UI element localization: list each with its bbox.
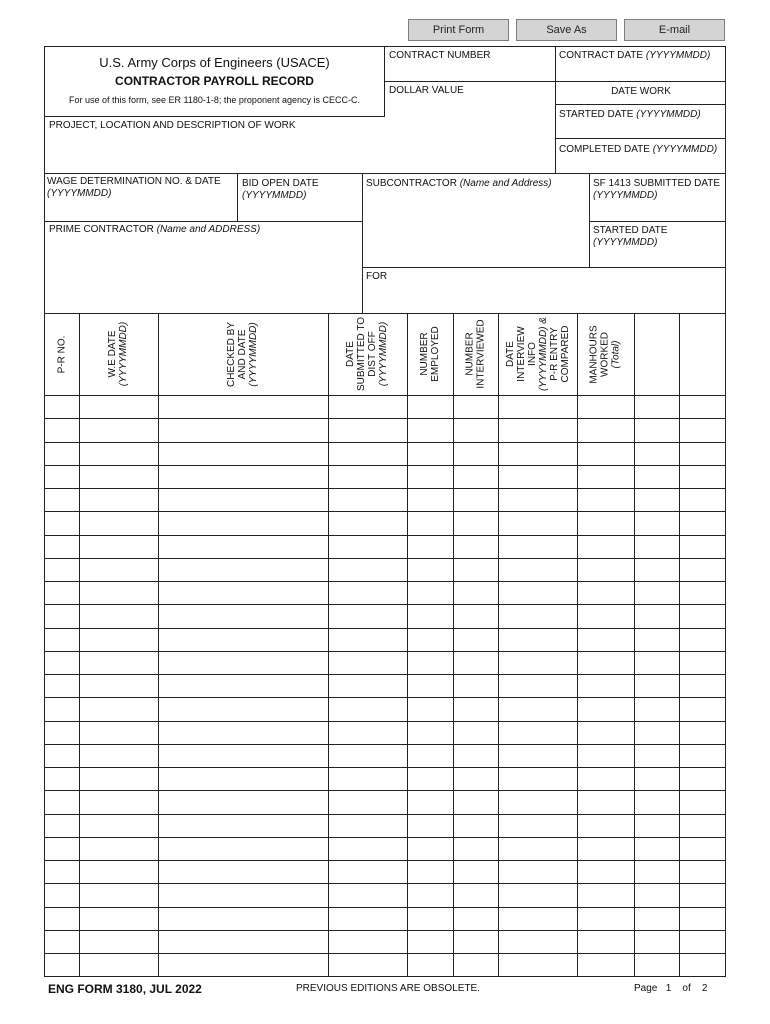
table-cell-extra-2[interactable] [680,489,726,511]
table-cell-pr-no[interactable] [45,419,79,441]
for-label: FOR [366,271,388,282]
table-cell-manhours-worked[interactable] [578,466,634,488]
table-cell-extra-1[interactable] [635,884,679,906]
table-cell-extra-2[interactable] [680,652,726,674]
table-cell-manhours-worked[interactable] [578,582,634,604]
table-cell-extra-2[interactable] [680,559,726,581]
table-cell-we-date[interactable] [80,536,158,558]
started-date-field[interactable] [557,121,725,137]
table-cell-number-interviewed[interactable] [454,582,498,604]
table-cell-we-date[interactable] [80,768,158,790]
table-cell-checked-by[interactable] [159,443,328,465]
completed-date-field[interactable] [557,157,725,172]
prime-contractor-label: PRIME CONTRACTOR (Name and ADDRESS) [49,224,261,235]
table-cell-extra-2[interactable] [680,884,726,906]
table-cell-manhours-worked[interactable] [578,931,634,953]
table-cell-extra-1[interactable] [635,954,679,976]
table-cell-we-date[interactable] [80,838,158,860]
table-cell-date-interview[interactable] [499,698,577,720]
bid-open-date-field[interactable] [239,204,361,220]
table-cell-number-interviewed[interactable] [454,745,498,767]
table-cell-date-submitted[interactable] [329,629,407,651]
table-cell-number-interviewed[interactable] [454,466,498,488]
table-cell-pr-no[interactable] [45,396,79,418]
table-cell-number-interviewed[interactable] [454,931,498,953]
table-cell-extra-2[interactable] [680,396,726,418]
table-cell-extra-2[interactable] [680,768,726,790]
table-cell-manhours-worked[interactable] [578,745,634,767]
table-cell-date-submitted[interactable] [329,396,407,418]
table-cell-we-date[interactable] [80,582,158,604]
table-cell-checked-by[interactable] [159,466,328,488]
table-cell-extra-1[interactable] [635,698,679,720]
table-cell-pr-no[interactable] [45,489,79,511]
table-cell-manhours-worked[interactable] [578,908,634,930]
table-cell-checked-by[interactable] [159,698,328,720]
started-date-2-field[interactable] [591,251,725,266]
table-cell-pr-no[interactable] [45,931,79,953]
contract-number-field[interactable] [386,63,554,80]
project-description-field[interactable] [46,133,554,172]
table-cell-pr-no[interactable] [45,722,79,744]
table-cell-date-interview[interactable] [499,489,577,511]
table-cell-date-submitted[interactable] [329,884,407,906]
table-cell-pr-no[interactable] [45,512,79,534]
table-cell-pr-no[interactable] [45,791,79,813]
table-cell-pr-no[interactable] [45,745,79,767]
sf1413-submitted-field[interactable] [591,204,725,220]
table-cell-date-submitted[interactable] [329,582,407,604]
table-cell-date-submitted[interactable] [329,675,407,697]
table-cell-checked-by[interactable] [159,908,328,930]
table-cell-date-submitted[interactable] [329,698,407,720]
table-cell-number-employed[interactable] [408,908,453,930]
print-form-button[interactable]: Print Form [408,19,509,41]
table-cell-date-submitted[interactable] [329,489,407,511]
table-cell-manhours-worked[interactable] [578,791,634,813]
table-cell-number-employed[interactable] [408,512,453,534]
table-cell-we-date[interactable] [80,815,158,837]
column-header-extra-2 [679,313,726,395]
table-cell-checked-by[interactable] [159,861,328,883]
table-cell-date-interview[interactable] [499,675,577,697]
table-cell-extra-1[interactable] [635,768,679,790]
table-cell-pr-no[interactable] [45,861,79,883]
table-cell-we-date[interactable] [80,652,158,674]
table-cell-extra-2[interactable] [680,861,726,883]
table-cell-we-date[interactable] [80,675,158,697]
table-cell-we-date[interactable] [80,629,158,651]
table-cell-checked-by[interactable] [159,489,328,511]
table-cell-pr-no[interactable] [45,629,79,651]
table-cell-extra-2[interactable] [680,466,726,488]
subcontractor-field[interactable] [364,191,588,266]
project-label: PROJECT, LOCATION AND DESCRIPTION OF WORK [49,120,296,131]
table-cell-date-interview[interactable] [499,419,577,441]
table-cell-extra-1[interactable] [635,605,679,627]
table-cell-number-interviewed[interactable] [454,443,498,465]
table-cell-we-date[interactable] [80,791,158,813]
table-cell-date-interview[interactable] [499,838,577,860]
table-cell-we-date[interactable] [80,419,158,441]
table-cell-date-submitted[interactable] [329,559,407,581]
table-cell-date-submitted[interactable] [329,931,407,953]
contract-date-field[interactable] [557,63,725,80]
table-cell-date-interview[interactable] [499,466,577,488]
table-cell-checked-by[interactable] [159,582,328,604]
column-header-date-submitted: DATE SUBMITTED TO DIST OFF (YYYYMMDD) [345,316,390,392]
completed-date-label: COMPLETED DATE (YYYYMMDD) [559,144,718,155]
table-cell-date-submitted[interactable] [329,838,407,860]
contract-date-label: CONTRACT DATE (YYYYMMDD) [559,50,711,61]
table-cell-number-interviewed[interactable] [454,605,498,627]
table-cell-extra-1[interactable] [635,396,679,418]
table-cell-extra-1[interactable] [635,861,679,883]
table-cell-extra-2[interactable] [680,815,726,837]
table-cell-we-date[interactable] [80,512,158,534]
contract-number-label: CONTRACT NUMBER [389,50,491,61]
table-cell-number-interviewed[interactable] [454,536,498,558]
column-header-number-interviewed: NUMBER INTERVIEWED [464,319,487,389]
table-cell-we-date[interactable] [80,559,158,581]
table-cell-extra-2[interactable] [680,838,726,860]
table-cell-date-submitted[interactable] [329,512,407,534]
form-id: ENG FORM 3180, JUL 2022 [48,982,202,996]
table-cell-number-interviewed[interactable] [454,419,498,441]
table-cell-number-employed[interactable] [408,745,453,767]
column-header-date-interview: DATE INTERVIEW INFO (YYYYMMDD) & P-R ENTRY COMPARED [504,317,571,391]
table-cell-number-employed[interactable] [408,815,453,837]
table-cell-number-interviewed[interactable] [454,815,498,837]
email-button[interactable]: E-mail [624,19,725,41]
table-cell-date-submitted[interactable] [329,745,407,767]
table-cell-pr-no[interactable] [45,884,79,906]
table-cell-number-employed[interactable] [408,931,453,953]
table-cell-checked-by[interactable] [159,722,328,744]
table-cell-number-employed[interactable] [408,884,453,906]
table-cell-date-submitted[interactable] [329,861,407,883]
table-cell-extra-1[interactable] [635,559,679,581]
table-cell-date-submitted[interactable] [329,419,407,441]
table-cell-date-interview[interactable] [499,768,577,790]
table-cell-date-submitted[interactable] [329,722,407,744]
table-cell-number-interviewed[interactable] [454,884,498,906]
table-cell-number-employed[interactable] [408,768,453,790]
table-cell-extra-2[interactable] [680,745,726,767]
table-cell-pr-no[interactable] [45,605,79,627]
table-cell-number-interviewed[interactable] [454,652,498,674]
table-cell-we-date[interactable] [80,745,158,767]
save-as-button[interactable]: Save As [516,19,617,41]
table-cell-manhours-worked[interactable] [578,884,634,906]
table-cell-number-employed[interactable] [408,698,453,720]
table-cell-date-interview[interactable] [499,652,577,674]
wage-determination-field[interactable] [46,202,236,220]
for-field[interactable] [364,284,725,312]
table-cell-number-employed[interactable] [408,396,453,418]
table-cell-extra-2[interactable] [680,908,726,930]
table-cell-manhours-worked[interactable] [578,698,634,720]
table-cell-manhours-worked[interactable] [578,652,634,674]
table-cell-checked-by[interactable] [159,652,328,674]
table-cell-manhours-worked[interactable] [578,605,634,627]
table-cell-manhours-worked[interactable] [578,512,634,534]
table-cell-number-employed[interactable] [408,466,453,488]
table-cell-pr-no[interactable] [45,815,79,837]
table-cell-number-employed[interactable] [408,954,453,976]
column-header-pr-no: P-R NO. [56,335,67,373]
table-cell-checked-by[interactable] [159,838,328,860]
table-cell-date-submitted[interactable] [329,605,407,627]
table-cell-date-interview[interactable] [499,559,577,581]
table-cell-date-interview[interactable] [499,605,577,627]
bid-open-date-label: BID OPEN DATE (YYYYMMDD) [242,178,319,201]
subcontractor-label: SUBCONTRACTOR (Name and Address) [366,178,552,189]
form-title: CONTRACTOR PAYROLL RECORD [115,74,314,88]
table-cell-we-date[interactable] [80,884,158,906]
table-cell-number-employed[interactable] [408,605,453,627]
table-cell-number-employed[interactable] [408,559,453,581]
table-cell-date-interview[interactable] [499,396,577,418]
table-cell-checked-by[interactable] [159,768,328,790]
table-cell-extra-1[interactable] [635,419,679,441]
table-cell-pr-no[interactable] [45,559,79,581]
table-cell-extra-1[interactable] [635,512,679,534]
table-cell-number-interviewed[interactable] [454,908,498,930]
table-cell-date-interview[interactable] [499,512,577,534]
table-cell-pr-no[interactable] [45,582,79,604]
table-cell-number-interviewed[interactable] [454,512,498,534]
table-cell-manhours-worked[interactable] [578,815,634,837]
table-cell-number-interviewed[interactable] [454,489,498,511]
table-cell-extra-1[interactable] [635,629,679,651]
table-cell-extra-1[interactable] [635,815,679,837]
table-cell-extra-1[interactable] [635,466,679,488]
table-cell-pr-no[interactable] [45,652,79,674]
table-cell-extra-1[interactable] [635,536,679,558]
table-cell-number-employed[interactable] [408,675,453,697]
table-cell-pr-no[interactable] [45,838,79,860]
started-date-label: STARTED DATE (YYYYMMDD) [559,109,701,120]
table-cell-we-date[interactable] [80,954,158,976]
table-cell-date-interview[interactable] [499,536,577,558]
table-cell-manhours-worked[interactable] [578,396,634,418]
table-cell-we-date[interactable] [80,466,158,488]
started-date-2-label: STARTED DATE (YYYYMMDD) [593,225,668,248]
table-cell-we-date[interactable] [80,396,158,418]
table-cell-checked-by[interactable] [159,536,328,558]
table-cell-pr-no[interactable] [45,536,79,558]
table-cell-checked-by[interactable] [159,629,328,651]
table-cell-checked-by[interactable] [159,675,328,697]
table-cell-manhours-worked[interactable] [578,768,634,790]
table-cell-we-date[interactable] [80,443,158,465]
table-cell-extra-2[interactable] [680,675,726,697]
table-cell-extra-1[interactable] [635,908,679,930]
table-cell-extra-1[interactable] [635,931,679,953]
table-cell-we-date[interactable] [80,861,158,883]
table-cell-number-employed[interactable] [408,536,453,558]
table-cell-number-interviewed[interactable] [454,954,498,976]
table-cell-date-interview[interactable] [499,629,577,651]
table-cell-date-interview[interactable] [499,954,577,976]
table-cell-pr-no[interactable] [45,675,79,697]
column-header-manhours-worked: MANHOURS WORKED (Total) [589,324,622,384]
table-cell-date-interview[interactable] [499,908,577,930]
table-cell-manhours-worked[interactable] [578,861,634,883]
table-cell-pr-no[interactable] [45,698,79,720]
table-cell-number-interviewed[interactable] [454,791,498,813]
table-cell-we-date[interactable] [80,698,158,720]
table-cell-checked-by[interactable] [159,745,328,767]
table-cell-extra-2[interactable] [680,419,726,441]
prime-contractor-field[interactable] [46,237,361,312]
table-cell-extra-1[interactable] [635,489,679,511]
table-cell-date-submitted[interactable] [329,443,407,465]
table-cell-extra-2[interactable] [680,698,726,720]
table-cell-checked-by[interactable] [159,931,328,953]
table-cell-number-interviewed[interactable] [454,559,498,581]
table-cell-extra-2[interactable] [680,512,726,534]
table-cell-date-submitted[interactable] [329,536,407,558]
agency-name: U.S. Army Corps of Engineers (USACE) [99,55,330,70]
table-cell-date-interview[interactable] [499,582,577,604]
table-cell-manhours-worked[interactable] [578,443,634,465]
table-cell-extra-1[interactable] [635,722,679,744]
table-cell-date-submitted[interactable] [329,815,407,837]
table-cell-pr-no[interactable] [45,768,79,790]
table-cell-date-submitted[interactable] [329,908,407,930]
table-cell-extra-2[interactable] [680,582,726,604]
table-cell-extra-2[interactable] [680,536,726,558]
table-cell-manhours-worked[interactable] [578,559,634,581]
table-cell-number-employed[interactable] [408,861,453,883]
table-cell-extra-1[interactable] [635,675,679,697]
table-cell-extra-2[interactable] [680,931,726,953]
table-cell-extra-2[interactable] [680,443,726,465]
table-cell-date-interview[interactable] [499,722,577,744]
usage-note: For use of this form, see ER 1180-1-8; the proponent agency is CECC-C. [69,95,360,105]
table-cell-manhours-worked[interactable] [578,954,634,976]
table-cell-extra-1[interactable] [635,443,679,465]
table-cell-number-employed[interactable] [408,652,453,674]
table-cell-manhours-worked[interactable] [578,489,634,511]
table-cell-checked-by[interactable] [159,605,328,627]
table-cell-number-employed[interactable] [408,722,453,744]
table-cell-extra-1[interactable] [635,791,679,813]
table-cell-number-interviewed[interactable] [454,838,498,860]
table-cell-number-interviewed[interactable] [454,768,498,790]
date-work-label: DATE WORK [611,86,671,97]
table-cell-manhours-worked[interactable] [578,675,634,697]
table-cell-pr-no[interactable] [45,466,79,488]
table-cell-date-interview[interactable] [499,931,577,953]
table-cell-date-submitted[interactable] [329,652,407,674]
table-cell-date-interview[interactable] [499,861,577,883]
table-cell-we-date[interactable] [80,722,158,744]
table-cell-date-submitted[interactable] [329,466,407,488]
table-cell-date-interview[interactable] [499,815,577,837]
table-cell-number-employed[interactable] [408,791,453,813]
table-cell-checked-by[interactable] [159,884,328,906]
table-cell-date-submitted[interactable] [329,954,407,976]
table-cell-pr-no[interactable] [45,908,79,930]
table-cell-checked-by[interactable] [159,512,328,534]
table-cell-manhours-worked[interactable] [578,536,634,558]
table-cell-date-interview[interactable] [499,443,577,465]
table-cell-number-interviewed[interactable] [454,698,498,720]
table-cell-checked-by[interactable] [159,954,328,976]
table-cell-checked-by[interactable] [159,559,328,581]
table-cell-extra-1[interactable] [635,582,679,604]
table-cell-manhours-worked[interactable] [578,722,634,744]
table-cell-extra-2[interactable] [680,629,726,651]
table-cell-manhours-worked[interactable] [578,838,634,860]
dollar-value-label: DOLLAR VALUE [389,85,464,96]
page-indicator: Page 1 of 2 [634,983,708,994]
table-cell-checked-by[interactable] [159,815,328,837]
sf1413-submitted-label: SF 1413 SUBMITTED DATE (YYYYMMDD) [593,178,721,201]
table-cell-checked-by[interactable] [159,419,328,441]
table-cell-we-date[interactable] [80,605,158,627]
table-cell-extra-1[interactable] [635,652,679,674]
table-cell-number-employed[interactable] [408,419,453,441]
table-cell-number-employed[interactable] [408,443,453,465]
table-cell-number-employed[interactable] [408,838,453,860]
column-header-checked-by: CHECKED BY AND DATE (YYYYMMDD) [226,321,260,387]
table-cell-number-interviewed[interactable] [454,396,498,418]
table-cell-extra-2[interactable] [680,791,726,813]
table-cell-number-interviewed[interactable] [454,675,498,697]
table-cell-we-date[interactable] [80,489,158,511]
table-cell-checked-by[interactable] [159,791,328,813]
column-header-we-date: W.E DATE (YYYYMMDD) [107,321,130,387]
table-cell-checked-by[interactable] [159,396,328,418]
table-cell-number-employed[interactable] [408,629,453,651]
table-cell-date-interview[interactable] [499,791,577,813]
table-cell-we-date[interactable] [80,908,158,930]
table-cell-extra-1[interactable] [635,838,679,860]
wage-determination-label: WAGE DETERMINATION NO. & DATE (YYYYMMDD) [47,176,221,199]
table-cell-extra-2[interactable] [680,954,726,976]
table-cell-date-interview[interactable] [499,745,577,767]
table-cell-date-submitted[interactable] [329,768,407,790]
column-header-extra-1 [634,313,679,395]
table-cell-pr-no[interactable] [45,443,79,465]
table-cell-number-employed[interactable] [408,489,453,511]
table-cell-number-interviewed[interactable] [454,629,498,651]
table-cell-pr-no[interactable] [45,954,79,976]
table-cell-manhours-worked[interactable] [578,629,634,651]
table-cell-number-interviewed[interactable] [454,861,498,883]
table-cell-number-interviewed[interactable] [454,722,498,744]
table-cell-we-date[interactable] [80,931,158,953]
table-cell-extra-2[interactable] [680,722,726,744]
table-cell-extra-2[interactable] [680,605,726,627]
table-cell-date-submitted[interactable] [329,791,407,813]
table-cell-extra-1[interactable] [635,745,679,767]
table-cell-number-employed[interactable] [408,582,453,604]
obsolete-note: PREVIOUS EDITIONS ARE OBSOLETE. [296,983,480,994]
dollar-value-field[interactable] [386,98,554,115]
column-header-number-employed: NUMBER EMPLOYED [419,326,442,382]
table-cell-date-interview[interactable] [499,884,577,906]
table-cell-manhours-worked[interactable] [578,419,634,441]
